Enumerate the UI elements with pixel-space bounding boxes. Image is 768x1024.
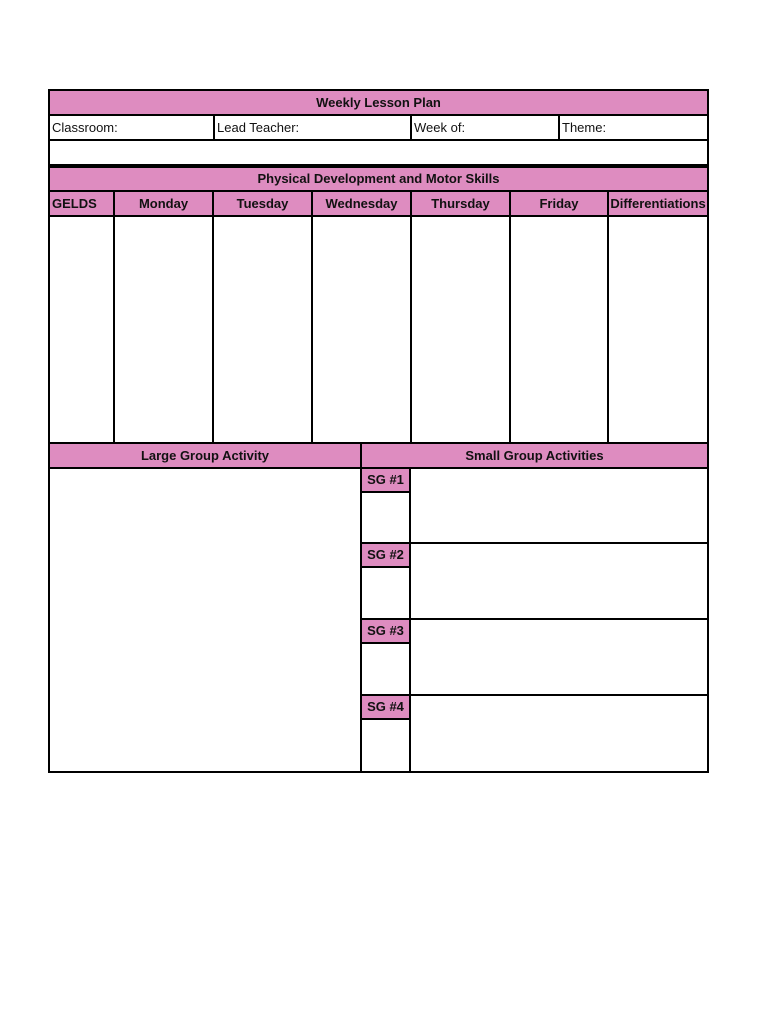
column-header-friday: Friday xyxy=(509,190,609,217)
sg4-label-notes[interactable] xyxy=(360,718,411,773)
sg2-activity-area[interactable] xyxy=(409,542,709,620)
column-header-gelds: GELDS xyxy=(48,190,115,217)
sg4-label: SG #4 xyxy=(360,694,411,720)
sg3-activity-area[interactable] xyxy=(409,618,709,696)
lesson-plan-form xyxy=(48,89,709,773)
large-group-activity-area[interactable] xyxy=(48,467,362,773)
large-group-header: Large Group Activity xyxy=(48,442,362,469)
lead-teacher-field[interactable]: Lead Teacher: xyxy=(213,114,412,141)
section-header: Physical Development and Motor Skills xyxy=(48,166,709,192)
column-header-monday: Monday xyxy=(113,190,214,217)
thursday-cell[interactable] xyxy=(410,215,511,444)
column-header-tuesday: Tuesday xyxy=(212,190,313,217)
column-header-wednesday: Wednesday xyxy=(311,190,412,217)
tuesday-cell[interactable] xyxy=(212,215,313,444)
differentiations-cell[interactable] xyxy=(607,215,709,444)
sg1-activity-area[interactable] xyxy=(409,467,709,544)
sg3-label-notes[interactable] xyxy=(360,642,411,696)
sg3-label: SG #3 xyxy=(360,618,411,644)
sg1-label: SG #1 xyxy=(360,467,411,493)
theme-field[interactable]: Theme: xyxy=(558,114,709,141)
gelds-cell[interactable] xyxy=(48,215,115,444)
wednesday-cell[interactable] xyxy=(311,215,412,444)
blank-notes-row[interactable] xyxy=(48,139,709,166)
form-title: Weekly Lesson Plan xyxy=(48,89,709,116)
sg1-label-notes[interactable] xyxy=(360,491,411,544)
column-header-differentiations: Differentiations xyxy=(607,190,709,217)
week-of-field[interactable]: Week of: xyxy=(410,114,560,141)
classroom-field[interactable]: Classroom: xyxy=(48,114,215,141)
monday-cell[interactable] xyxy=(113,215,214,444)
sg2-label-notes[interactable] xyxy=(360,566,411,620)
friday-cell[interactable] xyxy=(509,215,609,444)
small-group-header: Small Group Activities xyxy=(360,442,709,469)
sg2-label: SG #2 xyxy=(360,542,411,568)
sg4-activity-area[interactable] xyxy=(409,694,709,773)
column-header-thursday: Thursday xyxy=(410,190,511,217)
